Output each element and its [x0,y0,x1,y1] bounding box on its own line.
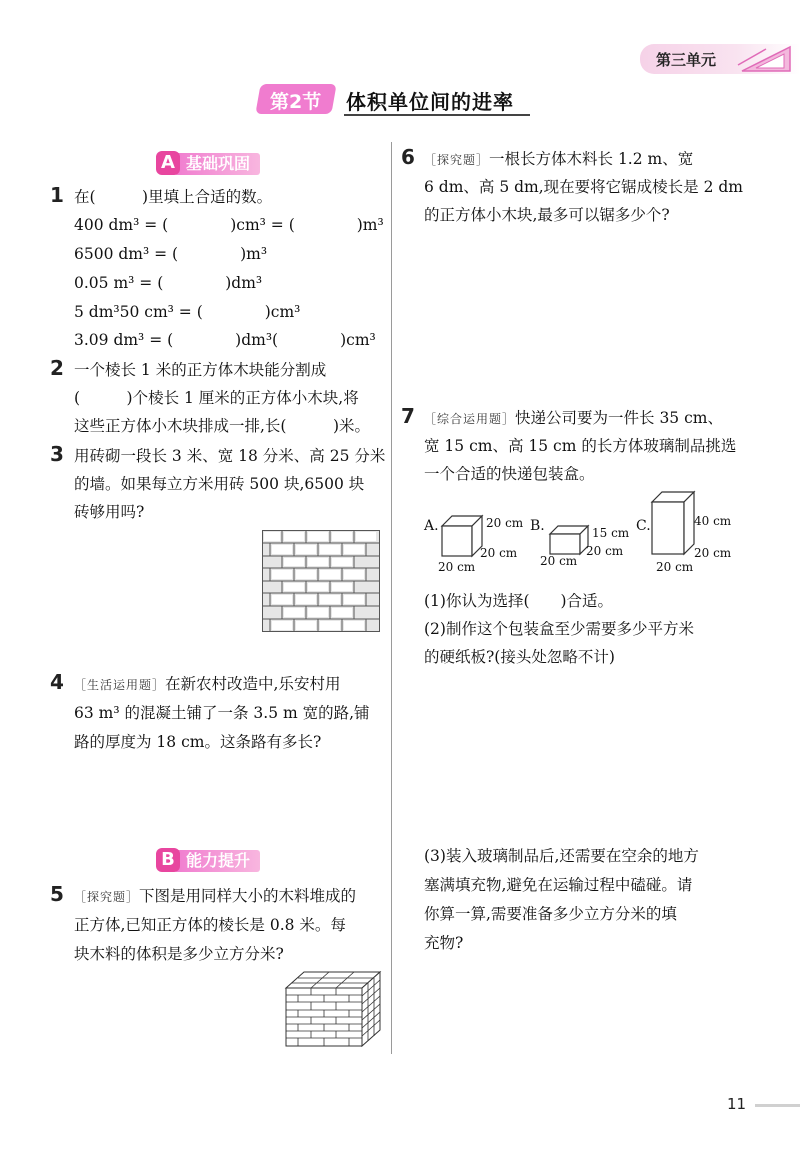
box-c-depth-dim: 20 cm [694,546,732,560]
question-4-line: 路的厚度为 18 cm。这条路有多长? [74,733,322,751]
question-7-part-3-line: (3)装入玻璃制品后,还需要在空余的地方 [424,847,699,865]
question-5-tag: ［探究题］ [74,890,140,904]
box-b-label: B. [530,518,545,534]
page-footer-strip [755,1104,800,1107]
column-divider [391,142,392,1054]
question-5-first-line [74,882,356,911]
unit-tab [640,44,800,74]
question-7-tag: ［综合运用题］ [424,412,516,426]
box-b-side-dim: 15 cm [592,526,630,540]
question-4-tag: ［生活运用题］ [74,678,166,692]
box-a-label: A. [424,518,439,534]
question-1-row: 3.09 dm³ = ( )dm³( )cm³ [74,331,376,349]
question-7-part-1: (1)你认为选择( )合适。 [424,592,614,610]
question-4-line: 在新农村改造中,乐安村用 [165,675,341,693]
question-6-line: 一根长方体木料长 1.2 m、宽 [489,150,694,168]
section-header [258,82,534,116]
box-c-length-dim: 20 cm [656,560,694,574]
question-6-line: 6 dm、高 5 dm,现在要将它锯成棱长是 2 dm [424,178,744,196]
box-a-length-dim: 20 cm [438,560,476,574]
question-1-row: 400 dm³ = ( )cm³ = ( )m³ [74,216,384,234]
unit-label: 第三单元 [656,51,717,69]
box-option-a [424,506,534,576]
question-3-line: 砖够用吗? [74,503,145,521]
question-1-row: 5 dm³50 cm³ = ( )cm³ [74,303,301,321]
question-7-part-3-line: 充物? [424,934,464,952]
box-c-side-dim: 40 cm [694,514,732,528]
question-4-first-line [74,670,340,699]
question-5-line: 下图是用同样大小的木料堆成的 [139,887,357,905]
page-number: 11 [727,1095,747,1113]
box-option-c [636,490,766,580]
box-b-length-dim: 20 cm [540,554,578,568]
box-a-depth-dim: 20 cm [480,546,518,560]
question-6-number: 6 [401,145,415,169]
question-1-row: 6500 dm³ = ( )m³ [74,245,268,263]
level-a-title: 基础巩固 [174,153,260,175]
question-2-line: ( )个棱长 1 厘米的正方体小木块,将 [74,389,359,407]
question-5-line: 正方体,已知正方体的棱长是 0.8 米。每 [74,916,346,934]
box-b-depth-dim: 20 cm [586,544,624,558]
question-7-part-3-line: 塞满填充物,避免在运输过程中磕碰。请 [424,876,693,894]
question-7-line: 快递公司要为一件长 35 cm、 [515,409,723,427]
wood-stack-cube-illustration [284,970,382,1048]
section-tag: 第2节 [270,91,322,113]
section-title: 体积单位间的进率 [346,90,514,114]
box-a-side-dim: 20 cm [486,516,524,530]
set-square-icon [736,45,796,73]
question-1-stem: 在( )里填上合适的数。 [74,188,273,206]
question-3-line: 的墙。如果每立方米用砖 500 块,6500 块 [74,475,365,493]
question-7-part-3-line: 你算一算,需要准备多少立方分米的填 [424,905,677,923]
question-2-number: 2 [50,356,64,380]
question-7-part-2-line: 的硬纸板?(接头处忽略不计) [424,648,615,666]
question-1-row: 0.05 m³ = ( )dm³ [74,274,263,292]
question-1-number: 1 [50,183,64,207]
question-2-line: 一个棱长 1 米的正方体木块能分割成 [74,361,327,379]
question-7-number: 7 [401,404,415,428]
question-7-first-line [424,404,723,433]
question-4-line: 63 m³ 的混凝土铺了一条 3.5 m 宽的路,铺 [74,704,370,722]
question-2-line: 这些正方体小木块排成一排,长( )米。 [74,417,371,435]
question-7-line: 一个合适的快递包装盒。 [424,465,595,483]
question-6-first-line [424,145,693,174]
box-option-b [530,506,640,576]
box-a-shape [440,512,484,558]
question-3-number: 3 [50,442,64,466]
question-7-part-2-line: (2)制作这个包装盒至少需要多少平方米 [424,620,694,638]
question-3-line: 用砖砌一段长 3 米、宽 18 分米、高 25 分米 [74,447,386,465]
question-7-line: 宽 15 cm、高 15 cm 的长方体玻璃制品挑选 [424,437,737,455]
question-4-number: 4 [50,670,64,694]
level-a-letter: A [156,151,180,175]
question-5-number: 5 [50,882,64,906]
box-c-label: C. [636,518,651,534]
brick-wall-illustration [262,530,380,632]
box-c-shape [650,490,696,556]
level-b-title: 能力提升 [174,850,260,872]
level-b-letter: B [156,848,180,872]
question-6-tag: ［探究题］ [424,153,490,167]
question-6-line: 的正方体小木块,最多可以锯多少个? [424,206,670,224]
question-5-line: 块木料的体积是多少立方分米? [74,945,284,963]
box-b-shape [548,522,590,556]
